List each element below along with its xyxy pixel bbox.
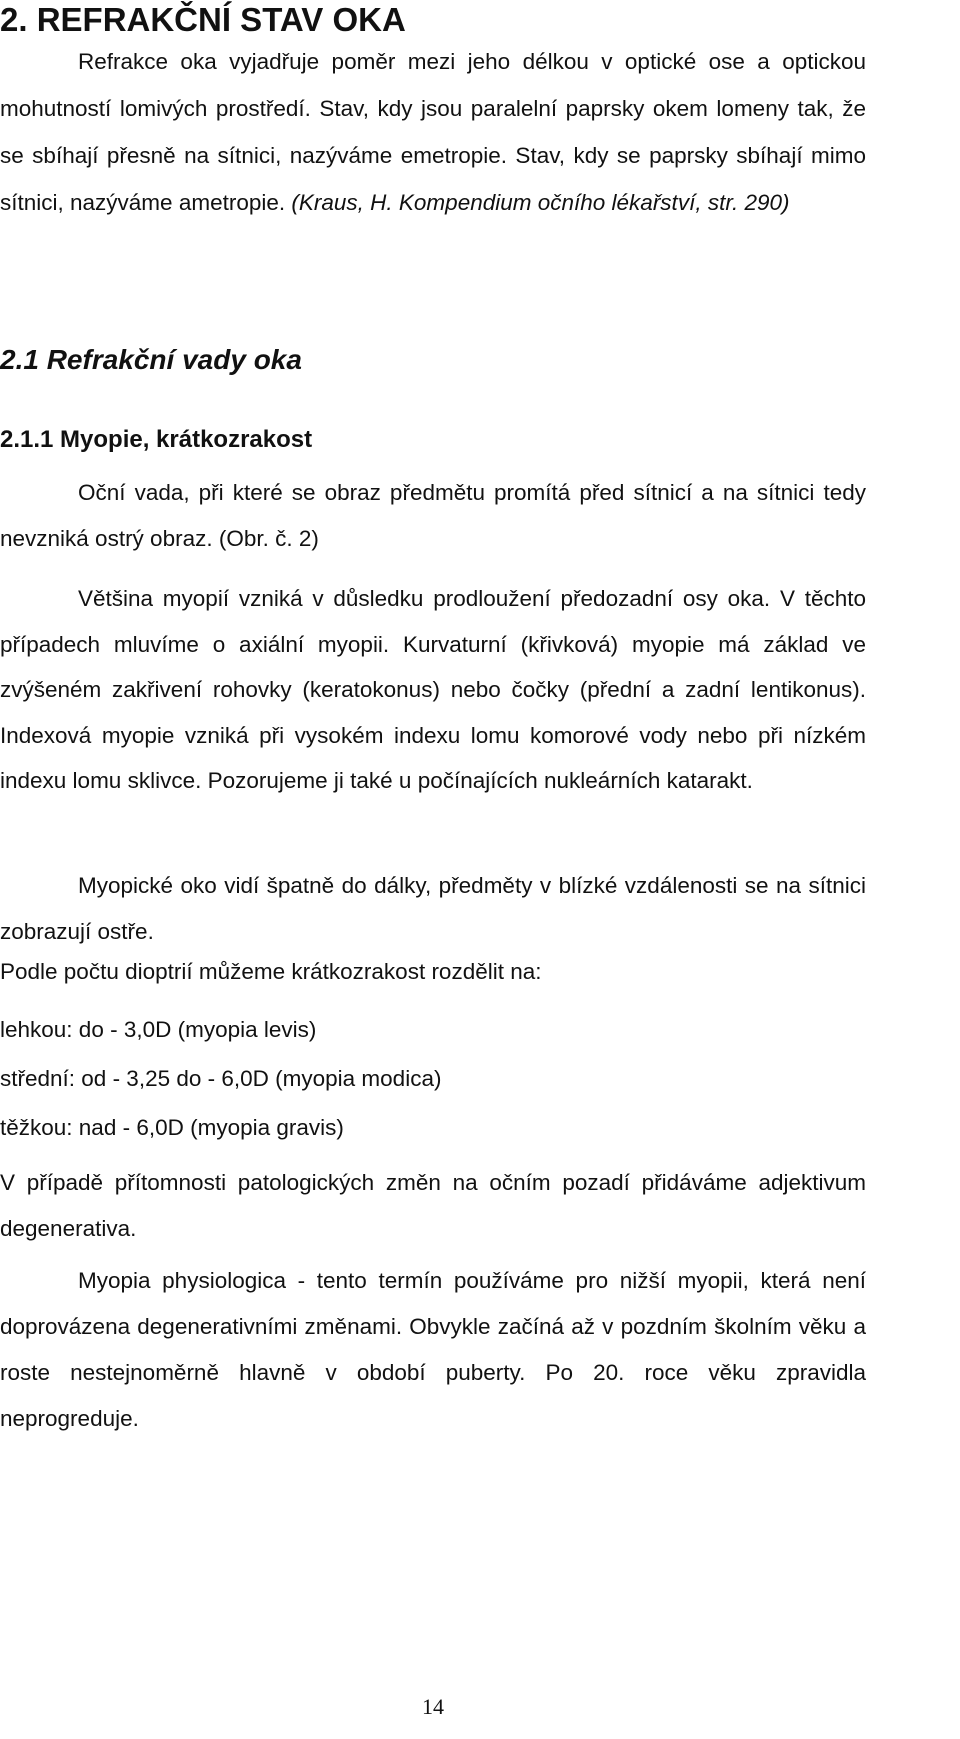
classification-intro: Podle počtu dioptrií můžeme krátkozrakost rozdělit na: xyxy=(0,959,542,984)
subsection-heading: 2.1.1 Myopie, krátkozrakost xyxy=(0,426,313,453)
classification-item-mild: lehkou: do - 3,0D (myopia levis) xyxy=(0,1017,317,1042)
paragraph-definition: Oční vada, při které se obraz předmětu promítá před sítnicí a na sítnici tedy nevzniká ostrý obraz. (Obr. č. 2) xyxy=(0,480,866,551)
intro-text: Refrakce oka vyjadřuje poměr mezi jeho délkou v optické ose a optickou mohutností lomivých prostředí. Stav, kdy jsou paralelní paprsky okem lomeny tak, že se sbíhají přesně na sítnici, nazýváme emetropie. Stav, kdy se paprsky sbíhají mimo sítnici, nazýváme ametropie. xyxy=(0,49,866,215)
intro-citation: (Kraus, H. Kompendium očního lékařství, str. 290) xyxy=(291,190,790,215)
paragraph-degenerative: V případě přítomnosti patologických změn na očním pozadí přidáváme adjektivum degenerativa. xyxy=(0,1170,866,1241)
classification-item-severe: těžkou: nad - 6,0D (myopia gravis) xyxy=(0,1115,344,1140)
paragraph-vision: Myopické oko vidí špatně do dálky, předměty v blízké vzdálenosti se na sítnici zobrazují ostře. xyxy=(0,873,866,944)
paragraph-causes: Většina myopií vzniká v důsledku prodloužení předozadní osy oka. V těchto případech mluvíme o axiální myopii. Kurvaturní (křivková) myopie má základ ve zvýšeném zakřivení rohovky (keratokonus) nebo čočky (přední a zadní lentikonus). Indexová myopie vzniká při vysokém indexu lomu komorové vody nebo při nízkém indexu lomu sklivce. Pozorujeme ji také u počínajících nukleárních katarakt. xyxy=(0,586,866,793)
page-number: 14 xyxy=(422,1694,444,1719)
classification-item-moderate: střední: od - 3,25 do - 6,0D (myopia modica) xyxy=(0,1066,442,1091)
paragraph-physiologica: Myopia physiologica - tento termín používáme pro nižší myopii, která není doprovázena degenerativními změnami. Obvykle začíná až v pozdním školním věku a roste nestejnoměrně hlavně v období puberty. Po 20. roce věku zpravidla neprogreduje. xyxy=(0,1268,866,1431)
intro-paragraph xyxy=(0,38,866,226)
chapter-heading: 2. REFRAKČNÍ STAV OKA xyxy=(0,1,406,38)
section-heading: 2.1 Refrakční vady oka xyxy=(0,344,302,375)
